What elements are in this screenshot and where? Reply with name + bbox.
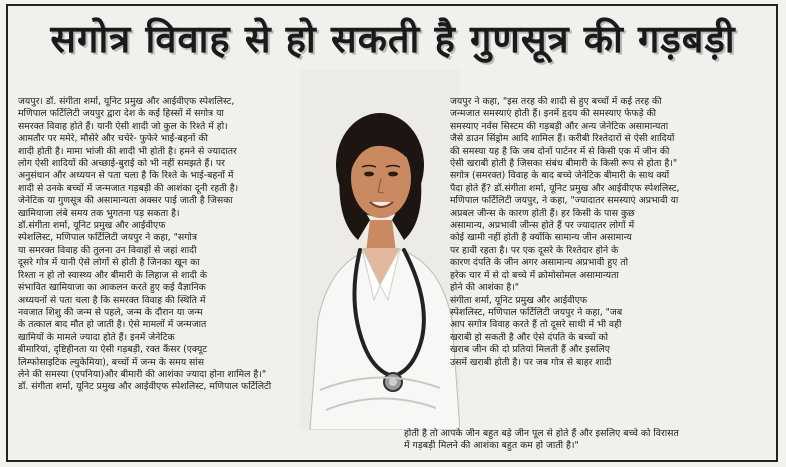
right-line: ऐसी खराबी होती है जिसका संबंध बीमारी के किसी रूप से होता है।"	[450, 158, 678, 170]
left-line: के तत्काल बाद मौत हो जाती है। ऐसे मामलों में जन्मजात	[18, 319, 207, 331]
left-line: दूसरे गोत्र में यानी ऐसे लोगों से होती है जिनका खून का	[18, 257, 200, 269]
left-line: लेने की समस्या (एपनिया)और बीमारी की आशंका ज्यादा होना शामिल है।"	[18, 368, 267, 380]
doctor-portrait-illustration	[300, 70, 460, 430]
left-line: संभावित खामियाजा का आकलन करते हुए कई वैज्ञानिक	[18, 282, 206, 294]
right-line: स्पेशलिस्ट, मणिपाल फर्टिलिटी जयपुर ने कहा, "जब	[450, 306, 623, 318]
right-line: सगोत्र (समरक्त) विवाह के बाद बच्चे जेनेटिक बीमारी के साथ क्यों	[450, 170, 670, 182]
left-line: रिश्ता न हो तो स्वास्थ्य और बीमारी के लिहाज से शादी के	[18, 269, 207, 281]
left-line: डॉ. संगीता शर्मा, यूनिट प्रमुख और आईवीएफ स्पेशलिस्ट, मणिपाल फर्टिलिटी	[18, 381, 272, 393]
right-line: कारण दंपति के जीन अगर असामान्य अप्रभावी हुए तो	[450, 257, 628, 269]
right-line: की समस्या यह है कि जब दोनों पार्टनर में से किसी एक में जीन की	[450, 145, 670, 157]
left-line: शादी से उनके बच्चों में जन्मजात गड़बड़ी की आशंका दूनी रहती है।	[18, 182, 239, 194]
left-line: अनुसंधान और अध्ययन से पता चला है कि रिश्ते के भाई-बहनों में	[18, 170, 234, 182]
right-line: जैसे डाउन सिंड्रोम आदि शामिल हैं। करीबी रिश्तेदारों से ऐसी शादियों	[450, 133, 675, 145]
right-article-column	[450, 96, 776, 369]
right-line: खराब जीन की दो प्रतियां मिलती हैं और इसलिए	[450, 344, 610, 356]
left-line: बीमारियां, दृष्टिहीनता या ऐसी गड़बड़ी, रक्त कैंसर (एक्यूट	[18, 344, 207, 356]
right-line: कोई खामी नहीं होती है क्योंकि सामान्य जीन असामान्य	[450, 232, 632, 244]
left-line: या समरक्त विवाह की तुलना उन विवाहों से जहां शादी	[18, 244, 197, 256]
left-line: खामियों के मामले ज्यादा होते हैं। इनमें जेनेटिक	[18, 331, 175, 343]
right-line: संगीता शर्मा, यूनिट प्रमुख और आईवीएफ	[450, 294, 588, 306]
left-line: समरक्त विवाह होते हैं। यानी ऐसी शादी जो कुल के रिश्ते में हो।	[18, 120, 228, 132]
left-line: लोग ऐसी शादियों की अच्छाई-बुराई को भी नहीं समझते हैं। पर	[18, 158, 225, 170]
left-line: स्पेशलिस्ट, मणिपाल फर्टिलिटी जयपुर ने कहा, "सगोत्र	[18, 232, 197, 244]
right-line: उसमें खराबी होती है। पर जब गोत्र से बाहर शादी	[450, 356, 612, 368]
right-line: पर हावी रहता है। पर एक दूसरे के रिश्तेदार होने के	[450, 244, 619, 256]
left-line: अध्ययनों से पता चला है कि समरक्त विवाह की स्थिति में	[18, 294, 206, 306]
left-line: मणिपाल फर्टिलिटी जयपुर द्वारा देश के कई हिस्सों में सगोत्र या	[18, 108, 224, 120]
left-line: जेनेटिक या गुणसूत्र की असामान्यता अक्सर पाई जाती है जिसका	[18, 195, 233, 207]
right-line: मणिपाल फर्टिलिटी जयपुर, ने कहा, "ज्यादातर समस्याएं अप्रभावी या	[450, 195, 679, 207]
doctor-photo	[300, 70, 460, 430]
left-article-column	[18, 96, 318, 394]
left-line: शादी होती है। मामा भांजी की शादी भी होती है। हमने से ज्यादातर	[18, 145, 237, 157]
right-line: असामान्य, अप्रभावी जीन्स होते हैं पर ज्यादातर लोगों में	[450, 220, 635, 232]
right-line: होने की आशंका है।"	[450, 282, 520, 294]
right-line: जन्मजात समस्याएं होती हैं। इनमें हृदय की समस्याए फेफड़े की	[450, 108, 657, 120]
left-line: लिम्फोसाइटिक ल्युकेमिया), बच्चों में जन्म के समय सांस	[18, 356, 205, 368]
right-line: अप्रबल जीन्स के कारण होती हैं। हर किसी के पास कुछ	[450, 207, 635, 219]
left-line: जयपुर। डॉ. संगीता शर्मा, यूनिट प्रमुख और आईवीएफ स्पेशलिस्ट,	[18, 96, 235, 107]
bottom-line: में गड़बड़ी मिलने की आशंका बहुत कम हो जाती है।"	[404, 440, 579, 452]
bottom-continuation	[404, 428, 784, 453]
right-line: खराबी हो सकती है और ऐसे दंपति के बच्चों को	[450, 331, 609, 343]
right-line: पैदा होते हैं? डॉ.संगीता शर्मा, यूनिट प्रमुख और आईवीएफ स्पेशलिस्ट,	[450, 182, 680, 194]
headline: सगोत्र विवाह से हो सकती है गुणसूत्र की गड़बड़ी	[50, 17, 736, 61]
left-line: डॉ.संगीता शर्मा, यूनिट प्रमुख और आईवीएफ	[18, 220, 166, 232]
right-line: हरेक चार में से दो बच्चे में क्रोमोसोमल असामान्यता	[450, 269, 619, 281]
left-line: खामियाजा लंबे समय तक भुगतना पड़ सकता है।	[18, 207, 180, 219]
bottom-line: होती है तो आपके जीन बहुत बड़े जीन पूल से होते हैं और इसलिए बच्चे को विरासत	[404, 428, 679, 439]
left-line: नवजात शिशु की जन्म से पहले, जन्म के दौरान या जन्म	[18, 306, 203, 318]
right-line: समस्याए नर्वस सिस्टम की गड़बड़ी और अन्य जेनेटिक असामान्यता	[450, 120, 669, 132]
right-line: जयपुर ने कहा, "इस तरह की शादी से हुए बच्चों में कई तरह की	[450, 96, 662, 107]
left-line: आमतौर पर ममेरे, मौसेरे और चचेरे- फुफेरे भाई-बहनों की	[18, 133, 208, 145]
right-line: आप सगोत्र विवाह करते हैं तो दूसरे साथी में भी वही	[450, 319, 622, 331]
